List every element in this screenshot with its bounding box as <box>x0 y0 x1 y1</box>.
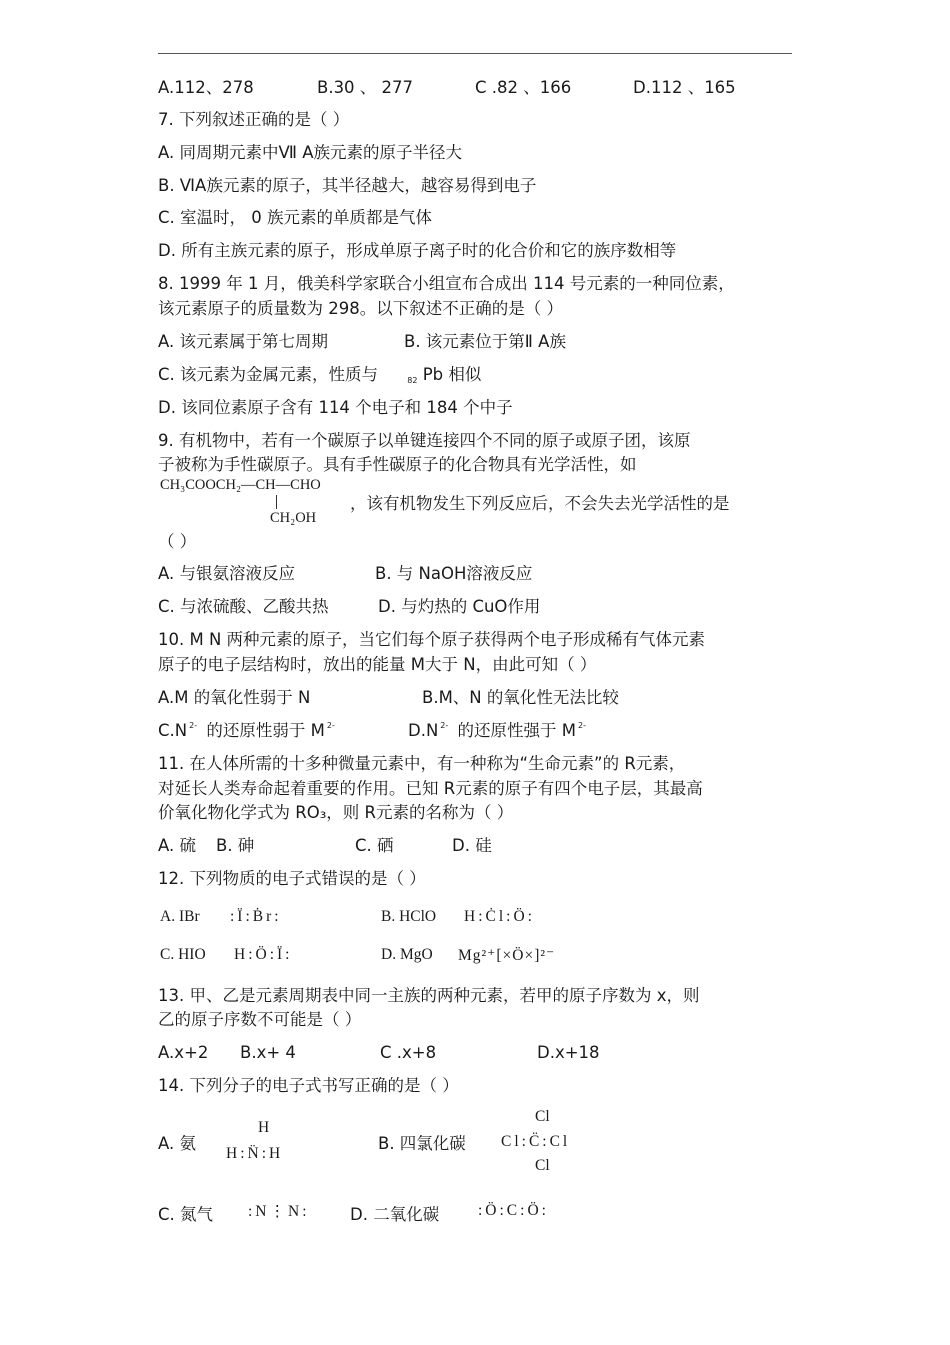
q6-option-d: D.112 、165 <box>633 78 736 97</box>
q9-stem-line3: ，该有机物发生下列反应后，不会失去光学活性的是 <box>350 494 730 513</box>
q10-option-d: D.N $^{2-}$ 的还原性强于 M $^{2-}$ <box>408 721 586 740</box>
q13-stem-line1: 13. 甲、乙是元素周期表中同一主族的两种元素，若甲的原子序数为 x，则 <box>158 986 700 1005</box>
q14-option-b-bottom-atom: Cl <box>535 1157 550 1174</box>
q7-option-b: B. ⅥA族元素的原子，其半径越大，越容易得到电子 <box>158 176 537 195</box>
q6-option-c: C .82 、166 <box>475 78 572 97</box>
q9-stem-line2: 子被称为手性碳原子。具有手性碳原子的化合物具有光学活性，如 <box>158 455 637 474</box>
q10-option-b: B.M、N 的氧化性无法比较 <box>422 688 619 707</box>
q8-option-c: C. 该元素为金属元素，性质与 82 Pb 相似 <box>158 365 482 385</box>
q12-option-d-label: D. MgO <box>381 946 433 963</box>
q12-option-a-label: A. IBr <box>160 908 200 925</box>
q9-option-c: C. 与浓硫酸、乙酸共热 <box>158 597 329 616</box>
q14-option-a-top-atom: H <box>258 1119 270 1136</box>
q10-stem-line2: 原子的电子层结构时，放出的能量 M大于 N，由此可知（ ） <box>158 655 597 674</box>
q11-option-b: B. 砷 <box>216 836 255 855</box>
q8-stem-line1: 8. 1999 年 1 月，俄美科学家联合小组宣布合成出 114 号元素的一种同位素， <box>158 274 735 293</box>
q8-option-b: B. 该元素位于第Ⅱ A族 <box>404 332 566 351</box>
q11-option-d: D. 硅 <box>452 836 492 855</box>
q9-structural-formula-branch: CH₂OH <box>270 510 317 526</box>
q12-stem: 12. 下列物质的电子式错误的是（ ） <box>158 869 426 888</box>
q10-option-a: A.M 的氧化性弱于 N <box>158 688 311 707</box>
q9-option-d: D. 与灼热的 CuO作用 <box>378 597 541 616</box>
q10-option-c: C.N $^{2-}$ 的还原性弱于 M $^{2-}$ <box>158 721 335 740</box>
q14-option-d: D. 二氧化碳 <box>350 1205 440 1224</box>
q14-option-b-formula: Cl:C̈:Cl <box>501 1133 571 1150</box>
q13-option-c: C .x+8 <box>380 1043 437 1062</box>
q8-option-d: D. 该同位素原子含有 114 个电子和 184 个中子 <box>158 398 513 417</box>
q12-option-c-formula: H:Ö:Ï: <box>234 946 293 963</box>
q7-stem: 7. 下列叙述正确的是（ ） <box>158 110 350 129</box>
q8-stem-line2: 该元素原子的质量数为 298。以下叙述不正确的是（ ） <box>158 299 563 318</box>
q12-option-b-formula: H:Ċl:Ö: <box>464 908 535 925</box>
q8-option-a: A. 该元素属于第七周期 <box>158 332 328 351</box>
q7-option-d: D. 所有主族元素的原子，形成单原子离子时的化合价和它的族序数相等 <box>158 241 677 260</box>
q11-option-a: A. 硫 <box>158 836 196 855</box>
q14-stem: 14. 下列分子的电子式书写正确的是（ ） <box>158 1076 459 1095</box>
q10-stem-line1: 10. M N 两种元素的原子，当它们每个原子获得两个电子形成稀有气体元素 <box>158 630 706 649</box>
q13-option-a: A.x+2 <box>158 1043 209 1062</box>
q7-option-a: A. 同周期元素中Ⅶ A族元素的原子半径大 <box>158 143 462 162</box>
q14-option-a: A. 氨 <box>158 1134 196 1153</box>
q11-stem-line3: 价氧化物化学式为 RO₃，则 R元素的名称为（ ） <box>158 803 514 822</box>
q12-option-c-label: C. HIO <box>160 946 206 963</box>
q8-atomic-number: 82 <box>407 376 418 385</box>
q14-option-b: B. 四氯化碳 <box>378 1134 466 1153</box>
q12-option-b-label: B. HClO <box>381 908 437 925</box>
q12-option-d-formula: Mg²⁺[×Ö×]²⁻ <box>458 947 556 964</box>
q13-option-d: D.x+18 <box>537 1043 600 1062</box>
q11-stem-line1: 11. 在人体所需的十多种微量元素中，有一种称为“生命元素”的 R元素， <box>158 754 686 773</box>
q14-option-c: C. 氮气 <box>158 1205 214 1224</box>
q14-option-b-top-atom: Cl <box>535 1108 550 1125</box>
q13-option-b: B.x+ 4 <box>240 1043 296 1062</box>
q14-option-a-formula: H:N̈:H <box>226 1145 284 1162</box>
q11-option-c: C. 硒 <box>355 836 394 855</box>
q11-stem-line2: 对延长人类寿命起着重要的作用。已知 R元素的原子有四个电子层，其最高 <box>158 779 703 798</box>
q9-stem-line4: （ ） <box>158 532 197 551</box>
q6-option-b: B.30 、 277 <box>317 78 414 97</box>
q14-option-c-formula: :N⋮N: <box>248 1203 310 1220</box>
q9-option-b: B. 与 NaOH溶液反应 <box>375 564 533 583</box>
q7-option-c: C. 室温时， 0 族元素的单质都是气体 <box>158 208 432 227</box>
q6-option-a: A.112、278 <box>158 78 254 97</box>
q9-structural-formula-main: CH₃COOCH₂—CH—CHO <box>160 477 321 493</box>
q9-bond-line <box>276 495 277 509</box>
q14-option-d-formula: :Ö:C:Ö: <box>478 1202 549 1219</box>
top-rule <box>158 53 792 54</box>
q13-stem-line2: 乙的原子序数不可能是（ ） <box>158 1010 362 1029</box>
q12-option-a-formula: :Ï:Ḃr: <box>230 908 282 925</box>
q9-stem-line1: 9. 有机物中，若有一个碳原子以单键连接四个不同的原子或原子团，该原 <box>158 431 691 450</box>
q9-option-a: A. 与银氨溶液反应 <box>158 564 295 583</box>
